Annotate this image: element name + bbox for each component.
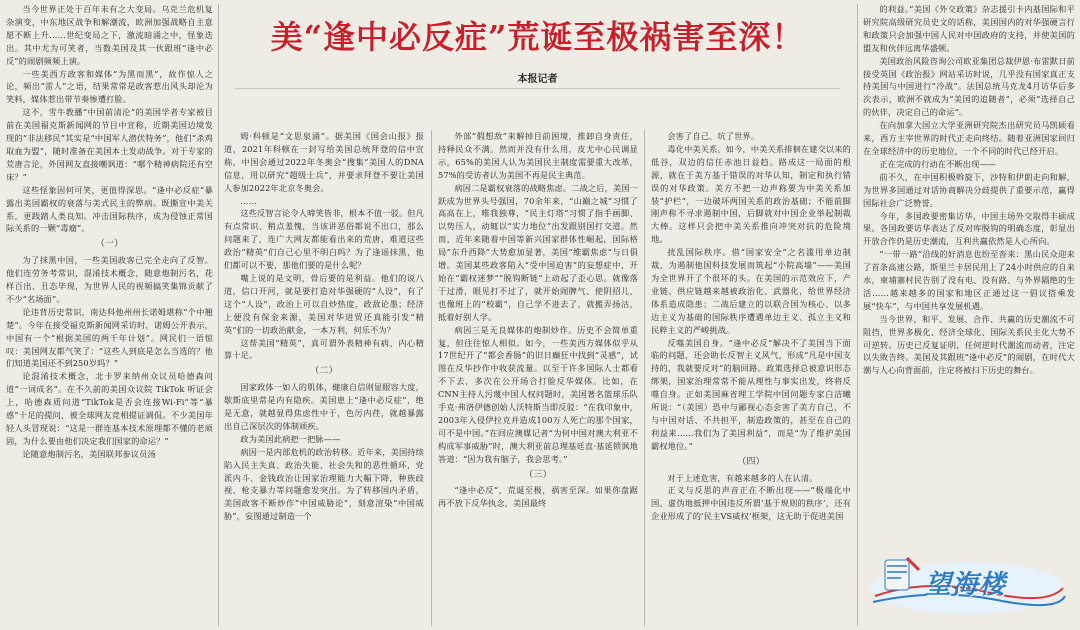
paragraph: 会害了自己、坑了世界。 bbox=[667, 131, 760, 141]
paragraph: 扰乱国际秩序。借“国家安全”之名滥用单边制裁，为遏制他国科技发展而筑起“小院高墙”——美国为全世界开了个很坏的头。在美国的示范效应下，产业链、供应链越来越被政治化、武器化，给世界经济体系造成隐患；二战后建立的以联合国为核心、以多边主义为基础的国际秩序遭遇单边主义、孤立主义和民粹主义的严峻挑战。 bbox=[651, 247, 851, 335]
paragraph: 论违背历史常识，南达科他州州长诺姆堪称“个中翘楚”。今年在接受福克斯新闻网采访时，诺姆公开表示，中国有一个“根据美国的两千年计划”。网民们一语惊叹：美国网友都气笑了：“这些人到底是怎么当选的？他们知道美国还不到250岁吗？” bbox=[6, 306, 213, 369]
paragraph: 当今世界正处于百年未有之大变局。乌克兰危机复杂演变，中东地区战争和解潮流，欧洲加强战略自主意愿不断上升……世纪变局之下，激流暗涌之中，怪象迭出。其中尤为可笑者，当数美国及其一伙跟班“逢中必反”的闹剧频频上演。 bbox=[6, 4, 213, 66]
section-heading: （四） bbox=[737, 456, 765, 467]
paragraph: 毒化中美关系。如今，中美关系排徊在建交以来的低谷，双边的信任赤池日益趋。路成这一局面的根源，就在于美方基于错误的对华认知，制定和执行错误的对华政策。美方不把一边声称要为中美关系加装“护栏”，一边破坏两国关系的政治基础；不能前脚刚声称不寻求遏制中国，后脚就对中国企业举起制裁大棒。这样只会把中美关系推向冲突对抗的危险境地。 bbox=[651, 143, 851, 245]
paragraph: 正在完成的行动在不断出现—— bbox=[879, 158, 997, 169]
paragraph: 当今世界，和平、发展、合作、共赢的历史潮流不可阻挡，世界多极化、经济全球化、国际关系民主化大势不可逆转。历史已反复证明，任何逆时代潮流而动者，注定以失败告终。美国及其跟班“逢中必反”的闹剧，在时代大潮与人心向背面前，注定将被扫下历史的舞台。 bbox=[863, 313, 1075, 376]
article-column-3 bbox=[438, 130, 638, 627]
article-column-2 bbox=[224, 130, 424, 627]
paragraph: 政为美国此病把一把脉—— bbox=[240, 433, 341, 444]
paragraph: 今年，多国政要密集访华，中国主场外交取得丰硕成果。各国政要访华表达了反对库脱钩的明确态度，彰显出开放合作仍是历史潮流，互利共赢依然是人心所向。 bbox=[863, 210, 1075, 247]
paragraph: 对于上述危害，有越来越多的人在认清。 bbox=[667, 472, 818, 483]
paragraph: 外部“假想敌”来解掉目前困境，推卸自身责任，持释民众不满。然而并没有什么用，皮尤中心民调显示，65%的美国人认为美国民主制度需要重大改革，57%的受访者认为美国不再是民主典范。 bbox=[438, 131, 638, 180]
paragraph: 姆·科顿是“文思泉涌”。据美国《国会山报》报道，2021年科顿在一封写给美国总统拜登的信中宣称，中国会通过2022年冬奥会“搜集”美国人的DNA信息，用以研究“超级士兵”，并要求拜登不要让美国人参加2022年北京冬奥会。 bbox=[224, 131, 424, 193]
paragraph: 病因三是无良媒体的炮制炒作。历史不会简单重复，但往往惊人相似。如今，一些美西方媒体似乎从17世纪开了“都会香肠”的旧日癫狂中找到“灵感”，试图在反华抄作中收获流量。以至于许多国际人士都看不下去，多次在公开场合打脸反华媒体。比如，在CNN主持人污蔑中国人权问题时，美国著名篮球乐队手克·弗洛伊德创始人沃特斯当即反驳：“在我印象中，2003年入侵伊拉克并造成100万人死亡的那个国家，可不是中国。”在回应澳媒记者“为何中国对澳大利亚不构成军事威胁”时，澳大利亚前总理基廷直·基延锁讽地答道：“因为我有脑子，我会思考。” bbox=[438, 324, 638, 464]
brand-name: 望海楼 bbox=[925, 570, 1007, 600]
paragraph: 正义与反思的声音正在不断出现——“极端化中国、虚伪地抵押中国违反所谓‘基于规则的秩序’，还有企业形成了的‘民主VS威权’框架，这无助于促进美国 bbox=[651, 485, 851, 522]
paragraph: 的利益。”美国《外交政策》杂志援引卡内基国际和平研究院高级研究员史文的话称，美国国内的对华强硬言行和政策只会加强中国人民对中国政府的支持，并使美国的盟友和伙伴远离华盛顿。 bbox=[863, 4, 1075, 53]
article-column-1 bbox=[6, 3, 213, 627]
paragraph: 嘴上说的是文明，骨后要的是利益。他们的说八道，信口开河，就是要打造对华强硬的“人设”，有了这个“人设”，政治上可以自炒热度，政敌论墨；经济上便没有保金来源，美国对华进贸还真能引发“精英”们的一切政治献金，一本万利，何乐不为？ bbox=[224, 272, 424, 335]
paragraph: 论随意炮制污名，美国联邦参议员汤 bbox=[22, 448, 156, 459]
paragraph: 病因二是霸权衰落的战略焦虑。二战之后，美国一跃成为世界头号强国，70余年来，“山巅之城”习惯了高高在上，唯我独尊，“民主灯塔”习惯了指手画脚、以势压人，动辄以“实力地位”出发跟别国打交道。然而，近年来随着中国等新兴国家群体性崛起，国际格局“东升西降”大势愈加显著，美国“维霸焦虑”与日俱增。美国某些政客陷入“受中国迫害”的妄想症中，开始在“霸权迷梦”“脱钩断链”上动起了歪心思。就像落于过滑，眼见打不过了，就开始闹脾气、使阴招儿，也像班上的“校霸”，自己学不进去了，就搬弄扬沽，抵着好别人学。 bbox=[438, 182, 638, 322]
paragraph: 这帮美国“精英”，真可谓外表精神有病、内心精算十足。 bbox=[224, 337, 424, 361]
column-divider bbox=[857, 4, 858, 626]
article-column-5 bbox=[863, 3, 1075, 627]
paragraph: 一些美西方政客和媒体“为黑而黑”，故作惊人之论，频出“雷人”之语，结果常常是政客惹出风头却沦为笑料，媒体惹出带节奏惨遭打脸。 bbox=[6, 68, 213, 105]
headline-rule bbox=[235, 88, 840, 89]
section-heading: （三） bbox=[524, 469, 552, 480]
paragraph: 前不久，在中国积极斡旋下，沙特和伊朗走向和解，为世界多国通过对话协商解决分歧提供了重要示范，赢得国际社会广泛赞誉。 bbox=[863, 171, 1075, 208]
column-divider bbox=[644, 130, 645, 626]
paragraph: 国家政体一如人的肌体，健康自信则显眼容大度，歇斯底里常是内有隐疾。美国患上“逢中必反症”，绝是无意，就越显得焦虑性中于，色厉内荏，就越暴露出自己深层次的体制顽疾。 bbox=[224, 382, 424, 431]
paragraph: …… bbox=[240, 195, 258, 206]
paragraph: “逢中必反”，荒诞至极，祸害至深。如果你盘踞再不放下反华执念，美国最终 bbox=[438, 485, 638, 509]
article-column-4 bbox=[651, 130, 851, 627]
paragraph: 这些反智言论令人啼笑皆非，根本不值一驳。但凡有点常识、稍点羞愧，当该讲恶俗都说不出口，那么问题来了，连广大网友都能看出来的荒唐，难道这些政治“精英”们自己心里不明白吗？为了逢谣抹黑，他们都可以不要，那他们要的是什么呢？ bbox=[224, 208, 424, 271]
byline: 本报记者 bbox=[517, 74, 558, 85]
paragraph: 在向加拿大国立大学亚洲研究院杰出研究员马凯硕看来，西方主宰世界的时代正走向终结。随着亚洲国家回归在全球经济中的历史地位，一个不同的时代已经开启。 bbox=[863, 120, 1075, 156]
paragraph: 为了抹黑中国，一些美国政客已完全走向了反智。他们连劳务考常识，混淆技术概念，随意炮制污名，花样百出、丑态毕现，为世界人民的视频搞笑集锦贡献了不少“名场面”。 bbox=[6, 255, 213, 304]
brand-logo bbox=[867, 548, 1067, 618]
paragraph: 这不，雪牛教播“中国前清沦”的美国学者专家被目前在美国福克斯新闻网的节目中宣称，近期美国边境发现的“非法移民”其实是“中国军人潜伏特务”，他们“杀鸡取血为盟”，随时准备在美国本土发动战争。对于专家的荒唐言论，外国网友直接嘲讽道：“哪个精神病院还有空床？” bbox=[6, 107, 213, 182]
column-divider bbox=[431, 130, 432, 626]
section-heading: （二） bbox=[310, 366, 338, 377]
paragraph: “一带一路”沿线的好消息也纷至沓来：黑山民众迎来了首条高速公路，斯里兰卡居民用上了24小时供应的自来水，柬埔寨村民告别了没有电、没有路、与外界隔绝的生活……越来越多的国家和地区正通过这一倡议搭乘发展“快车”，与中国共享发展机遇。 bbox=[863, 249, 1075, 311]
paragraph: 美国政治风险咨询公司欧亚集团总裁伊恩·布雷默日前接受英国《政治报》网站采访时说，几乎没有国家真正支持美国与中国进行“冷战”。法国总统马克龙4月访华后多次表示，欧洲不就成为“美国的追随者”，必须“选择自己的伙伴，决定自己的命运”。 bbox=[863, 55, 1075, 118]
paragraph: 病因一是内部危机的政治转移。近年来，美国持续陷入民主失真、政治失能、社会失和的恶性循环，党派内斗、金钱政治让国家治理能力大幅下降，种族歧视、枪支暴力等问题愈发突出。为了转移国内矛盾，美国政客不断炒作“中国威胁论”，刻意渲染“中国威胁”，妄图通过制造一个 bbox=[224, 446, 424, 522]
headline: 美“逢中必反症”荒诞至极祸害至深！ bbox=[270, 18, 805, 56]
section-heading: （一） bbox=[95, 239, 124, 250]
paragraph: 论混淆技术概念，北卡罗来纳州众议员哈德森问道“一词成名”。在不久前的美国众议院 TikTok 听证会上，哈德森质问道“TikTok是否会连接Wi-Fi”等“暴惑”十足的提问，被全球网友竞相提证调侃。不少美国年轻人头冒现说：“这是一群连基本技术原理都不懂的老顽固，为什么要由他们决定我们国家的命运？” bbox=[6, 371, 213, 446]
paragraph: 反噬美国自身。“逢中必反”解决不了美国当下面临的问题，还会助长反智主义风气，形成“凡是中国支持的，我就要反对”的脑回路。政策选择总被意识形态绑架，国家治理常常不能从理性与事实出发，终将反噬自身。正如美国麻省理工学院中国问题专家白洁曦所说：“（美国）恐中与鄙视心态会害了美方自己，不与中国对话、不共担平，制造政策的，甚至在自己的利益来……我们为了美国利益”，而是“为了维护美国霸权地位。” bbox=[651, 337, 851, 451]
paragraph: 这些怪象因何可笑，更值得深思。“逢中必反症”暴露出美国霸权的衰落与美式民主的弊病。既撕宣中美关系，更践踏人类良知。冲击国际秩序，成为侵蚀正常国际关系的一颗“毒瘤”。 bbox=[6, 184, 213, 234]
column-divider bbox=[218, 4, 219, 626]
